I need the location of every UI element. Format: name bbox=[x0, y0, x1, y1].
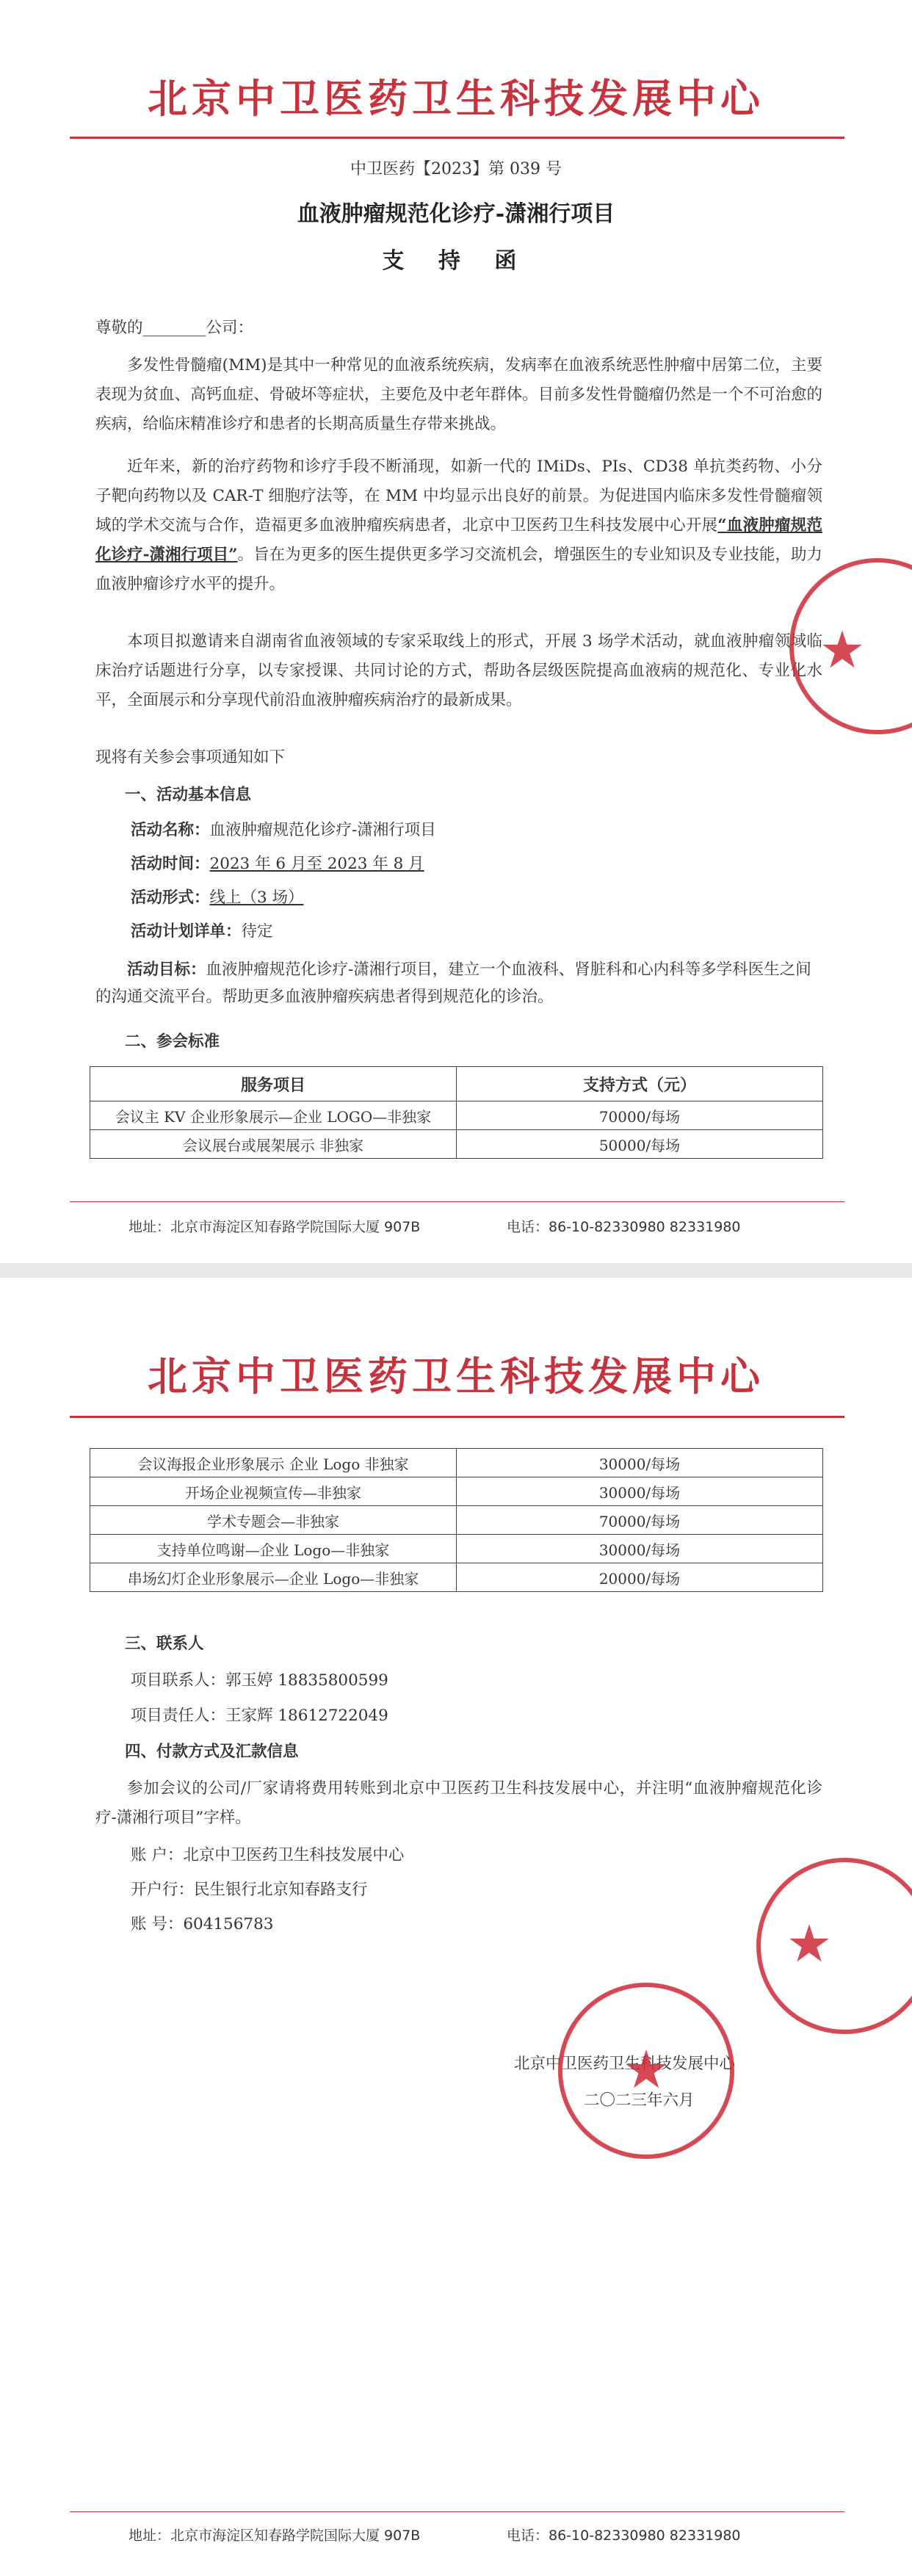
activity-form-label: 活动形式： bbox=[131, 889, 210, 907]
signature-date: 二〇二三年六月 bbox=[584, 2091, 695, 2110]
contact-1-label: 项目联系人： bbox=[131, 1671, 226, 1690]
table-row bbox=[90, 1506, 823, 1535]
footer-phone: 电话：86-10-82330980 82331980 bbox=[507, 1219, 741, 1235]
paragraph-2 bbox=[95, 452, 822, 599]
table-cell: 会议展台或展架展示 非独家 bbox=[90, 1130, 457, 1159]
section-2-heading: 二、参会标准 bbox=[125, 1032, 220, 1051]
account-number bbox=[131, 1911, 273, 1938]
account-number-label: 账 号： bbox=[131, 1915, 184, 1933]
activity-time-value: 2023 年 6 月至 2023 年 8 月 bbox=[209, 855, 424, 873]
activity-goal-value: 血液肿瘤规范化诊疗-潇湘行项目，建立一个血液科、肾脏科和心内科等多学科医生之间的沟通交流平台。帮助更多血液肿瘤疾病患者得到规范化的诊治。 bbox=[95, 960, 811, 1006]
contact-2-label: 项目责任人： bbox=[131, 1707, 226, 1725]
bank-label: 开户行： bbox=[131, 1881, 195, 1899]
table-cell: 30000/每场 bbox=[457, 1535, 823, 1563]
paragraph-2-highlight: “血液肿瘤规范化诊疗-潇湘行项目” bbox=[95, 516, 822, 564]
account-name bbox=[131, 1842, 404, 1869]
activity-form bbox=[131, 884, 304, 911]
activity-name-label: 活动名称： bbox=[131, 821, 210, 839]
table-cell: 30000/每场 bbox=[457, 1477, 823, 1506]
seal-star-icon: ★ bbox=[819, 620, 866, 680]
footer-rule bbox=[70, 2511, 844, 2512]
table-cell: 20000/每场 bbox=[457, 1563, 823, 1592]
contact-2 bbox=[131, 1702, 388, 1729]
letterhead-title: 北京中卫医药卫生科技发展中心 bbox=[148, 1353, 764, 1400]
activity-plan-label: 活动计划详单： bbox=[131, 922, 242, 941]
paragraph-3: 本项目拟邀请来自湖南省血液领域的专家采取线上的形式，开展 3 场学术活动，就血液肿瘤领域临床治疗话题进行分享，以专家授课、共同讨论的方式，帮助各层级医院提高血液病的规范化、专业化水平，全面展示和分享现代前沿血液肿瘤疾病治疗的最新成果。 bbox=[95, 632, 822, 709]
table-cell: 30000/每场 bbox=[457, 1449, 823, 1477]
account-name-label: 账 户： bbox=[131, 1846, 184, 1864]
footer-phone: 电话：86-10-82330980 82331980 bbox=[507, 2528, 741, 2544]
paragraph-2-tail: 。旨在为更多的医生提供更多学习交流机会，增强医生的专业知识及专业技能，助力血液肿瘤诊疗水平的提升。 bbox=[95, 546, 822, 593]
table-row bbox=[90, 1449, 823, 1477]
footer-address: 地址：北京市海淀区知春路学院国际大厦 907B bbox=[129, 1219, 421, 1235]
table-row bbox=[90, 1101, 823, 1130]
activity-form-value: 线上（3 场） bbox=[209, 889, 304, 907]
account-name-value: 北京中卫医药卫生科技发展中心 bbox=[183, 1846, 405, 1864]
activity-goal-label: 活动目标： bbox=[127, 960, 206, 979]
section-3-heading: 三、联系人 bbox=[125, 1635, 204, 1653]
table-cell: 会议海报企业形象展示 企业 Logo 非独家 bbox=[90, 1449, 457, 1477]
table-cell: 70000/每场 bbox=[457, 1506, 823, 1535]
paragraph-2-text: 近年来，新的治疗药物和诊疗手段不断涌现，如新一代的 IMiDs、PIs、CD38 单抗类药物、小分子靶向药物以及 CAR-T 细胞疗法等，在 MM 中均显示出良好的前景。为促进国内临床多发性骨髓瘤领域的学术交流与合作，造福更多血液肿瘤疾病患者，北京中卫医药卫生科技发展中心开展 bbox=[95, 457, 822, 535]
letterhead-title: 北京中卫医药卫生科技发展中心 bbox=[148, 76, 764, 122]
bank-name bbox=[131, 1876, 368, 1903]
service-table-2 bbox=[90, 1448, 823, 1592]
activity-name bbox=[131, 817, 436, 844]
contact-2-value: 王家辉 18612722049 bbox=[225, 1707, 388, 1725]
paragraph-4: 现将有关参会事项通知如下 bbox=[95, 748, 286, 767]
activity-name-value: 血液肿瘤规范化诊疗-潇湘行项目 bbox=[209, 821, 436, 839]
doc-number: 中卫医药【2023】第 039 号 bbox=[350, 160, 562, 178]
official-seal-partial bbox=[756, 1858, 912, 2034]
letter-type: 支 持 函 bbox=[382, 248, 530, 274]
table-cell: 支持单位鸣谢—企业 Logo—非独家 bbox=[90, 1535, 457, 1563]
contact-1-value: 郭玉婷 18835800599 bbox=[225, 1671, 388, 1690]
seal-star-icon: ★ bbox=[622, 2038, 670, 2100]
page-gap bbox=[0, 1263, 912, 1278]
table-cell: 50000/每场 bbox=[457, 1130, 823, 1159]
contact-1 bbox=[131, 1667, 388, 1694]
table-header-cell: 支持方式（元） bbox=[457, 1067, 823, 1101]
header-rule bbox=[70, 1416, 844, 1418]
project-title: 血液肿瘤规范化诊疗-潇湘行项目 bbox=[297, 201, 615, 227]
activity-goal bbox=[95, 956, 822, 1010]
header-rule bbox=[70, 137, 844, 139]
page-2 bbox=[0, 1278, 912, 2576]
page-1 bbox=[0, 0, 912, 1263]
service-table-1 bbox=[90, 1066, 823, 1159]
table-row bbox=[90, 1535, 823, 1563]
activity-plan bbox=[131, 918, 273, 945]
table-cell: 学术专题会—非独家 bbox=[90, 1506, 457, 1535]
account-number-value: 604156783 bbox=[183, 1915, 274, 1933]
table-cell: 70000/每场 bbox=[457, 1101, 823, 1130]
table-row bbox=[90, 1563, 823, 1592]
table-cell: 串场幻灯企业形象展示—企业 Logo—非独家 bbox=[90, 1563, 457, 1592]
table-cell: 开场企业视频宣传—非独家 bbox=[90, 1477, 457, 1506]
signature-org: 北京中卫医药卫生科技发展中心 bbox=[514, 2055, 736, 2073]
footer-rule bbox=[70, 1201, 844, 1202]
table-row bbox=[90, 1477, 823, 1506]
activity-plan-value: 待定 bbox=[241, 922, 273, 941]
table-cell: 会议主 KV 企业形象展示—企业 LOGO—非独家 bbox=[90, 1101, 457, 1130]
section-1-heading: 一、活动基本信息 bbox=[125, 786, 252, 804]
table-header-row bbox=[90, 1067, 823, 1101]
table-header-cell: 服务项目 bbox=[90, 1067, 457, 1101]
activity-time-label: 活动时间： bbox=[131, 855, 210, 873]
payment-intro: 参加会议的公司/厂家请将费用转账到北京中卫医药卫生科技发展中心，并注明“血液肿瘤规范化诊疗-潇湘行项目”字样。 bbox=[95, 1779, 822, 1827]
paragraph-1: 多发性骨髓瘤(MM)是其中一种常见的血液系统疾病，发病率在血液系统恶性肿瘤中居第二位，主要表现为贫血、高钙血症、骨破坏等症状，主要危及中老年群体。目前多发性骨髓瘤仍然是一个不可治愈的疾病，给临床精准诊疗和患者的长期高质量生存带来挑战。 bbox=[95, 356, 822, 433]
salutation: 尊敬的________公司： bbox=[95, 319, 254, 337]
activity-time bbox=[131, 850, 424, 878]
footer-address: 地址：北京市海淀区知春路学院国际大厦 907B bbox=[129, 2528, 421, 2544]
seal-star-icon: ★ bbox=[786, 1914, 833, 1974]
section-4-heading: 四、付款方式及汇款信息 bbox=[125, 1743, 299, 1761]
official-seal bbox=[558, 1983, 734, 2159]
table-row bbox=[90, 1130, 823, 1159]
bank-value: 民生银行北京知春路支行 bbox=[194, 1881, 368, 1899]
